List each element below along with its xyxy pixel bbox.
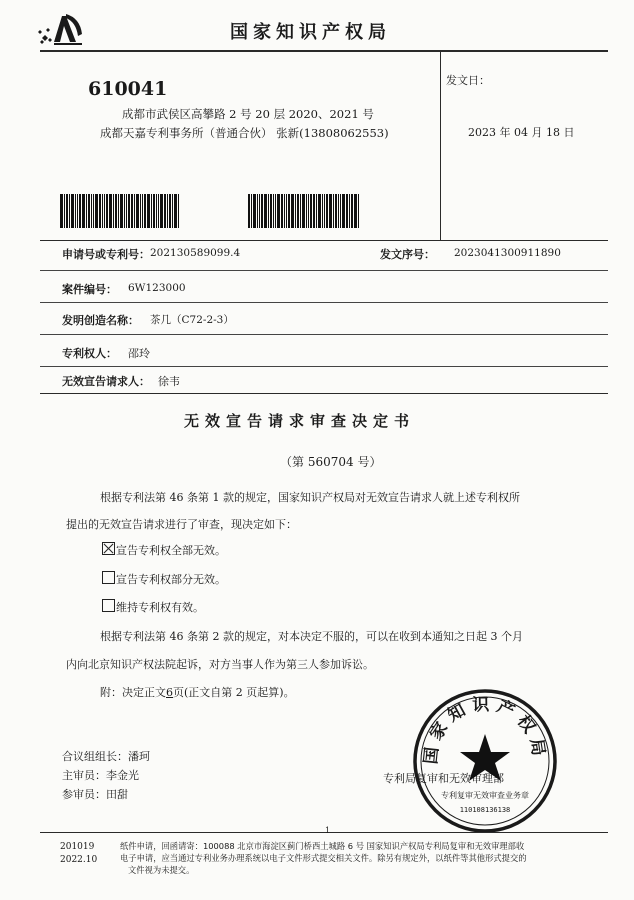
panel-leader (62, 748, 150, 764)
panel-leader-name: 潘珂 (128, 750, 150, 763)
info-row-rule (40, 270, 608, 271)
checked-box-icon (102, 542, 115, 555)
option-label: 维持专利权有效。 (116, 601, 204, 614)
design-title-value: 茶几（C72-2-3） (150, 314, 234, 326)
office-emblem-logo (36, 8, 88, 48)
attachment-prefix: 附：决定正文 (100, 686, 166, 699)
svg-text:专利复审无效审查业务章: 专利复审无效审查业务章 (441, 791, 529, 800)
empty-box-icon (102, 571, 115, 584)
panel-examiner (62, 767, 139, 783)
recipient-address: 成都市武侯区高攀路 2 号 20 层 2020、2021 号 (122, 107, 374, 121)
design-title-label: 发明创造名称： (62, 314, 139, 327)
page-number: 1 (325, 826, 331, 835)
requester-label: 无效宣告请求人： (62, 375, 150, 388)
footer-rule (40, 832, 608, 833)
application-number-label: 申请号或专利号： (62, 248, 150, 261)
electronic-filing-notice: 电子申请，应当通过专利业务办理系统以电子文件形式提交相关文件。除另有规定外，以纸件等其他形式提交的 (120, 853, 527, 863)
official-seal (410, 686, 560, 836)
info-row-rule (40, 366, 608, 367)
attachment-suffix: 页(正文自第 2 页起算)。 (173, 686, 295, 699)
option-label: 宣告专利权全部无效。 (116, 544, 226, 557)
application-number-value: 202130589099.4 (150, 247, 241, 259)
department-name: 专利局复审和无效审理部 (383, 772, 504, 785)
patentee-value: 邵玲 (128, 347, 150, 360)
electronic-filing-notice-cont: 文件视为未提交。 (128, 865, 195, 875)
dispatch-number-value: 2023041300911890 (454, 247, 561, 259)
attachment-note (100, 684, 295, 700)
info-table-top-rule (40, 240, 608, 241)
decision-number: （第 560704 号） (280, 455, 382, 469)
header-rule (40, 50, 608, 52)
panel-member-name: 田甜 (106, 788, 128, 801)
panel-member (62, 786, 128, 802)
panel-leader-label: 合议组组长： (62, 750, 128, 763)
panel-member-label: 参审员： (62, 788, 106, 801)
option-label: 宣告专利权部分无效。 (116, 573, 226, 586)
decision-paragraph-1: 根据专利法第 46 条第 1 款的规定，国家知识产权局对无效宣告请求人就上述专利权所 (100, 491, 520, 504)
info-row-rule (40, 302, 608, 303)
barcode-left (60, 194, 232, 228)
case-number-label: 案件编号： (62, 283, 117, 296)
dispatch-divider (440, 52, 441, 240)
attachment-pages: 6 (166, 686, 173, 699)
form-code: 201019 (60, 842, 95, 852)
dispatch-date: 2023 年 04 月 18 日 (468, 126, 575, 139)
decision-paragraph-2: 根据专利法第 46 条第 2 款的规定，对本决定不服的，可以在收到本通知之日起 3 个月 (100, 630, 523, 643)
decision-paragraph-2-cont: 内向北京知识产权法院起诉，对方当事人作为第三人参加诉讼。 (66, 658, 374, 671)
decision-title: 无效宣告请求审查决定书 (184, 412, 416, 430)
option-partial-invalid (102, 571, 226, 587)
decision-paragraph-1-cont: 提出的无效宣告请求进行了审查，现决定如下： (66, 518, 297, 531)
dispatch-date-label: 发文日： (446, 74, 490, 87)
dispatch-number-label: 发文序号： (380, 248, 435, 261)
mailing-notice: 纸件申请，回函请寄：100088 北京市海淀区蓟门桥西土城路 6 号 国家知识产权局专利局复审和无效审理部收 (120, 841, 525, 851)
recipient-name: 成都天嘉专利事务所（普通合伙） 张新(13808062553) (100, 126, 389, 140)
svg-text:国家知识产权局: 国家知识产权局 (421, 695, 550, 766)
form-version: 2022.10 (60, 855, 98, 865)
empty-box-icon (102, 599, 115, 612)
info-row-rule (40, 334, 608, 335)
office-name-heading: 国家知识产权局 (230, 22, 391, 43)
panel-examiner-label: 主审员： (62, 769, 106, 782)
patentee-label: 专利权人： (62, 347, 117, 360)
requester-value: 徐韦 (158, 375, 180, 388)
option-maintain-valid (102, 599, 204, 615)
svg-text:110108136138: 110108136138 (459, 806, 511, 814)
case-number-value: 6W123000 (128, 282, 186, 294)
panel-examiner-name: 李金光 (106, 769, 139, 782)
option-full-invalid (102, 542, 226, 558)
postal-code: 610041 (88, 78, 168, 100)
info-table-bottom-rule (40, 393, 608, 394)
barcode-right (248, 194, 408, 228)
